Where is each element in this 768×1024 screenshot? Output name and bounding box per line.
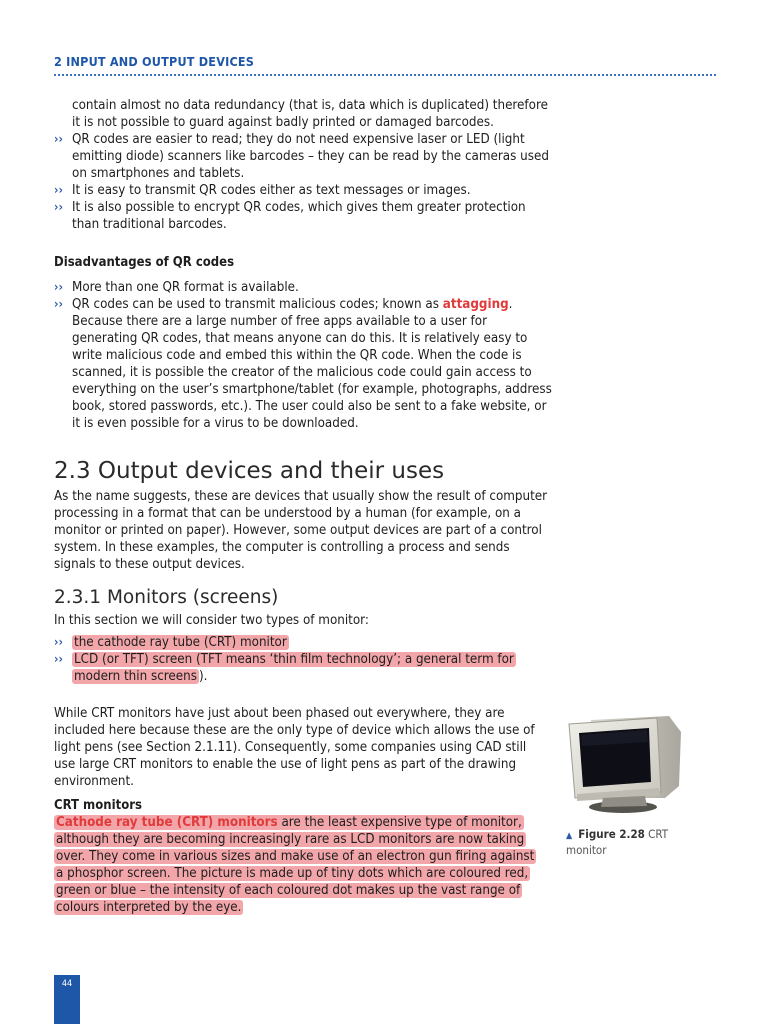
crt-explanation: While CRT monitors have just about been phased out everywhere, they are included here because these are the only type of device which allows the use of light pens (see Section 2.1.11). Consequently, some companies using CAD still use large CRT monitors to enable the use of light pens as part of the drawing environment. — [54, 706, 535, 789]
highlighted-text: the cathode ray tube (CRT) monitor — [74, 635, 287, 650]
page-number-tab — [54, 975, 80, 1024]
top-bullet-block — [54, 97, 554, 233]
triangle-up-icon: ▲ — [566, 831, 573, 841]
running-head: 2 INPUT AND OUTPUT DEVICES — [54, 54, 255, 69]
key-term-crt: Cathode ray tube (CRT) monitors — [56, 815, 278, 830]
subsection-title: 2.3.1 Monitors (screens) — [54, 587, 279, 608]
section-intro: As the name suggests, these are devices that usually show the result of computer processing in a format that can be understood by a human (for example, on a monitor or printed on paper). However, some output devices are part of a control system. In these examples, the computer is controlling a process and sends signals to these output devices. — [54, 489, 548, 572]
figure-label: Figure 2.28 — [578, 827, 645, 841]
list-item: ›› It is easy to transmit QR codes either as text messages or images. — [54, 183, 471, 198]
list-item: ›› More than one QR format is available. — [54, 280, 299, 295]
dotted-rule — [54, 74, 716, 76]
list-item: ›› It is also possible to encrypt QR codes, which gives them greater protection than traditional barcodes. — [54, 200, 526, 232]
continuation-text: contain almost no data redundancy (that is, data which is duplicated) therefore it is not possible to guard against badly printed or damaged barcodes. — [72, 98, 548, 130]
chevron-double-right-icon: ›› — [54, 652, 63, 666]
figure-caption-text: CRT monitor — [566, 827, 669, 857]
chevron-double-right-icon: ›› — [54, 200, 63, 214]
monitors-block — [54, 612, 524, 685]
monitors-intro: In this section we will consider two types of monitor: — [54, 613, 369, 628]
chevron-double-right-icon: ›› — [54, 132, 63, 146]
crt-block — [54, 797, 544, 916]
figure-caption — [566, 827, 706, 857]
chevron-double-right-icon: ›› — [54, 297, 63, 311]
chevron-double-right-icon: ›› — [54, 280, 63, 294]
section-title: 2.3 Output devices and their uses — [54, 458, 445, 484]
list-item: ›› LCD (or TFT) screen (TFT means ‘thin film technology’; a general term for modern thin screens ). — [54, 652, 514, 684]
key-term-attagging: attagging — [442, 297, 509, 312]
chevron-double-right-icon: ›› — [54, 183, 63, 197]
highlighted-text: Cathode ray tube (CRT) monitors are the least expensive type of monitor, although they are becoming increasingly rare as LCD monitors are now taking over. They come in various sizes and make use of an electron gun firing against a phosphor screen. The picture is made up of tiny dots which are coloured red, green or blue – the intensity of each coloured dot makes up the vast range of colours interpreted by the eye. — [56, 815, 535, 915]
list-item: ›› QR codes can be used to transmit malicious codes; known as attagging. Because there are a large number of free apps available to a user for generating QR codes, that means anyone can do this. It is relatively easy to write malicious code and embed this within the QR code. When the code is scanned, it is possible the creator of the malicious code could gain access to everything on the user’s smartphone/tablet (for example, photographs, address book, stored passwords, etc.). The user could also be sent to a fake website, or it is even possible for a virus to be downloaded. — [54, 297, 552, 431]
disadvantages-list — [54, 279, 554, 432]
highlighted-text: LCD (or TFT) screen (TFT means ‘thin film technology’; a general term for modern thin screens — [74, 652, 514, 684]
crt-monitor-image — [565, 706, 687, 816]
disadvantages-heading: Disadvantages of QR codes — [54, 255, 235, 270]
disadvantages-block — [54, 254, 554, 432]
monitor-types-list — [54, 634, 524, 685]
page-number: 44 — [61, 979, 73, 989]
advantages-list — [54, 131, 554, 233]
crt-heading: CRT monitors — [54, 798, 142, 813]
list-item: ›› QR codes are easier to read; they do not need expensive laser or LED (light emitting diode) scanners like barcodes – they can be read by the cameras used on smartphones and tablets. — [54, 132, 549, 181]
list-item — [54, 634, 524, 651]
chevron-double-right-icon: ›› — [54, 635, 63, 649]
